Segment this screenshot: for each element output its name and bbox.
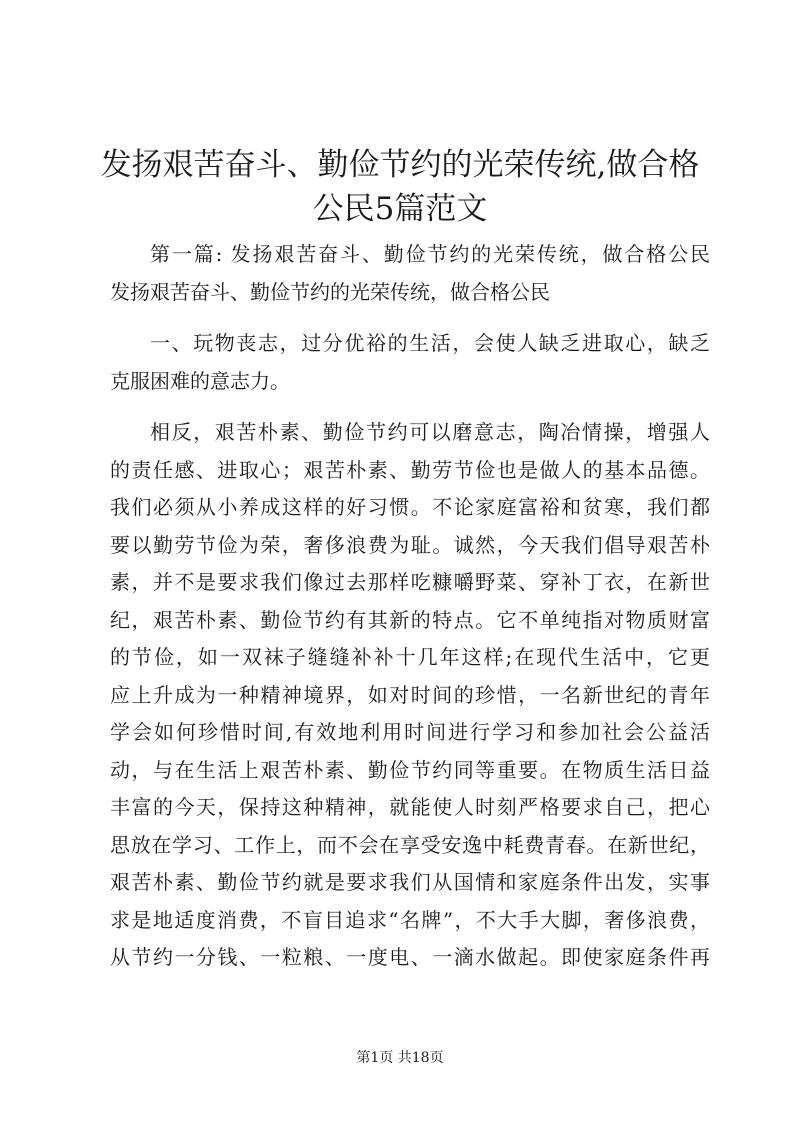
paragraph-1-line: 一、玩物丧志，过分优裕的生活，会使人缺乏进取心，缺乏 — [150, 331, 710, 355]
title-line-2: 公民5篇范文 — [312, 191, 488, 227]
paragraph-2-line: 应上升成为一种精神境界，如对时间的珍惜，一名新世纪的青年 — [110, 682, 710, 707]
section-heading-line-1: 第一篇: 发扬艰苦奋斗、勤俭节约的光荣传统，做合格公民 — [150, 242, 710, 266]
document-title — [100, 143, 700, 231]
paragraph-2-line: 学会如何珍惜时间,有效地利用时间进行学习和参加社会公益活 — [110, 720, 710, 744]
paragraph-2-line: 我们必须从小养成这样的好习惯。不论家庭富裕和贫寒，我们都 — [110, 495, 710, 519]
document-body — [110, 236, 710, 977]
paragraph-2-line: 求是地适度消费，不盲目追求“名牌”，不大手大脚，奢侈浪费， — [110, 907, 710, 932]
page-number-footer: 第1页 共18页 — [356, 1050, 444, 1066]
paragraph-2-line: 动，与在生活上艰苦朴素、勤俭节约同等重要。在物质生活日益 — [110, 757, 710, 782]
title-line-1: 发扬艰苦奋斗、勤俭节约的光荣传统,做合格 — [100, 147, 700, 183]
paragraph-2-line: 艰苦朴素、勤俭节约就是要求我们从国情和家庭条件出发，实事 — [110, 870, 710, 894]
paragraph-2-line: 的节俭，如一双袜子缝缝补补十几年这样;在现代生活中，它更 — [110, 645, 710, 669]
paragraph-gap — [110, 311, 710, 325]
section-heading-line-2: 发扬艰苦奋斗、勤俭节约的光荣传统，做合格公民 — [110, 279, 550, 304]
paragraph-2-line: 要以勤劳节俭为荣，奢侈浪费为耻。诚然，今天我们倡导艰苦朴 — [110, 532, 710, 557]
paragraph-2-line: 纪，艰苦朴素、勤俭节约有其新的特点。它不单纯指对物质财富 — [110, 607, 710, 632]
paragraph-2-line: 思放在学习、工作上，而不会在享受安逸中耗费青春。在新世纪， — [110, 832, 710, 857]
paragraph-2-line: 的责任感、进取心；艰苦朴素、勤劳节俭也是做人的基本品德。 — [110, 457, 710, 482]
paragraph-2-line: 丰富的今天，保持这种精神，就能使人时刻严格要求自己，把心 — [110, 795, 710, 819]
paragraph-2-line: 从节约一分钱、一粒粮、一度电、一滴水做起。即使家庭条件再 — [110, 945, 710, 969]
paragraph-2-line: 素，并不是要求我们像过去那样吃糠嚼野菜、穿补丁衣，在新世 — [110, 570, 710, 594]
paragraph-2-line: 相反，艰苦朴素、勤俭节约可以磨意志，陶冶情操，增强人 — [150, 420, 710, 444]
paragraph-gap — [110, 400, 710, 414]
paragraph-1-line: 克服困难的意志力。 — [110, 368, 290, 393]
